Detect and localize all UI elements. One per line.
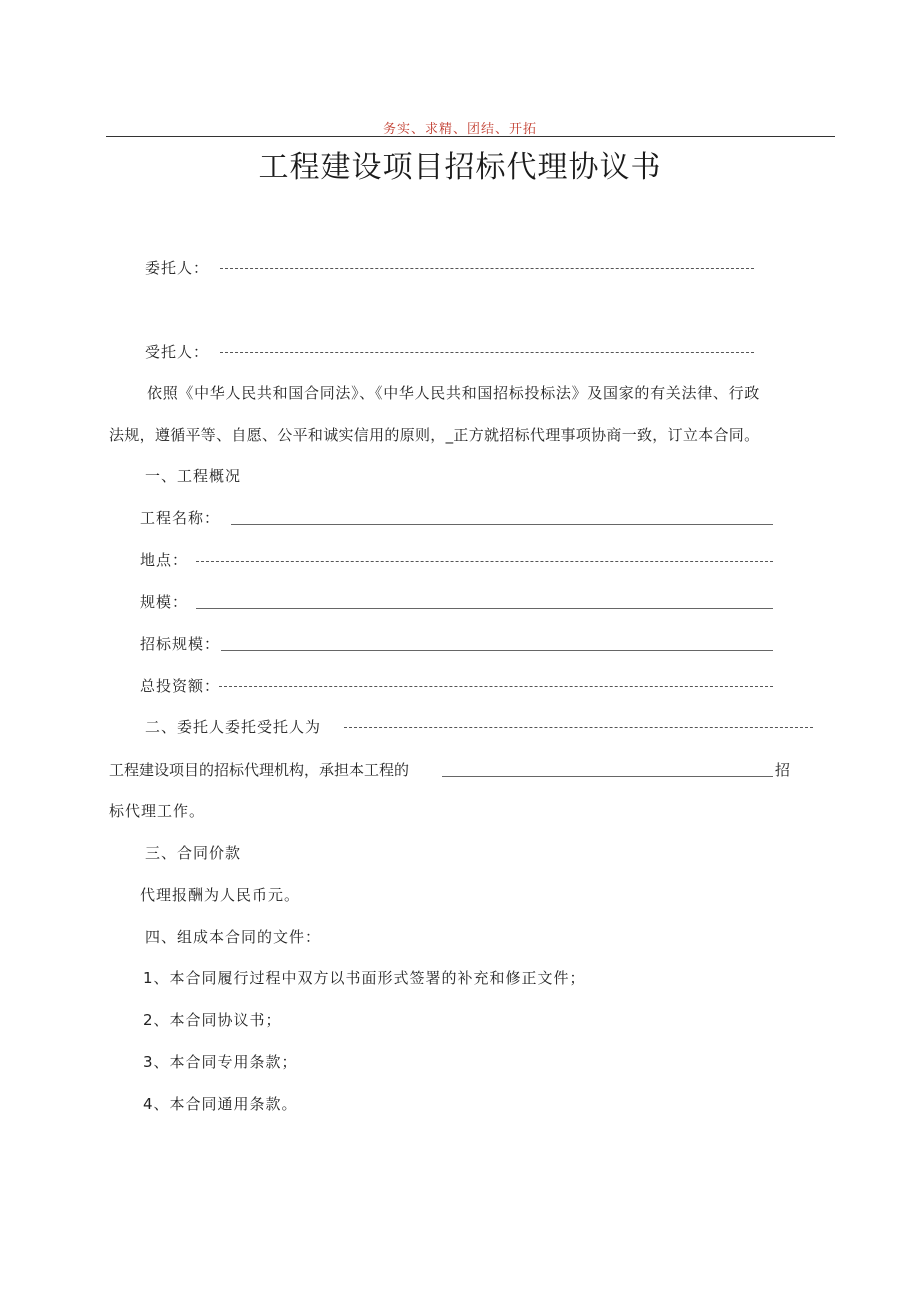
section-3-heading: 三、合同价款 [145,844,242,862]
preamble-line-2: 法规，遵循平等、自愿、公平和诚实信用的原则，_正方就招标代理事项协商一致，订立本合同。 [109,426,760,444]
header-motto: 务实、求精、团结、开拓 [382,122,537,137]
section-4-heading: 四、组成本合同的文件： [145,928,322,946]
principal-label: 委托人： [145,259,210,277]
agent-label: 受托人： [145,343,210,361]
scale-label: 规模： [140,593,189,611]
section-2-scope-blank [442,776,773,777]
document-list-item: 1、本合同履行过程中双方以书面形式签署的补充和修正文件； [143,969,586,987]
section-2-heading: 二、委托人委托受托人为 [145,718,322,736]
project-name-blank [231,524,773,525]
project-name-label: 工程名称： [140,509,221,527]
location-blank [196,561,773,562]
document-list-item: 3、本合同专用条款； [143,1053,298,1071]
principal-blank [220,268,754,269]
location-label: 地点： [140,551,189,569]
total-investment-label: 总投资额： [140,677,221,695]
header-rule [106,136,835,137]
section-1-heading: 一、工程概况 [145,467,242,485]
preamble-line-1: 依照《中华人民共和国合同法》、《中华人民共和国招标投标法》及国家的有关法律、行政 [147,384,761,402]
section-2-line-2-end: 招 [775,761,792,779]
agent-blank [220,352,754,353]
section-2-line-3: 标代理工作。 [109,802,206,820]
total-investment-blank [219,686,773,687]
bid-scale-label: 招标规模： [140,635,221,653]
document-list-item: 2、本合同协议书； [143,1011,282,1029]
section-2-line-2: 工程建设项目的招标代理机构，承担本工程的 [109,761,410,779]
bid-scale-blank [221,650,773,651]
agency-fee-text: 代理报酬为人民币元。 [140,886,301,904]
scale-blank [196,608,773,609]
document-title: 工程建设项目招标代理协议书 [258,150,662,185]
document-list-item: 4、本合同通用条款。 [143,1095,298,1113]
section-2-blank [344,727,813,728]
